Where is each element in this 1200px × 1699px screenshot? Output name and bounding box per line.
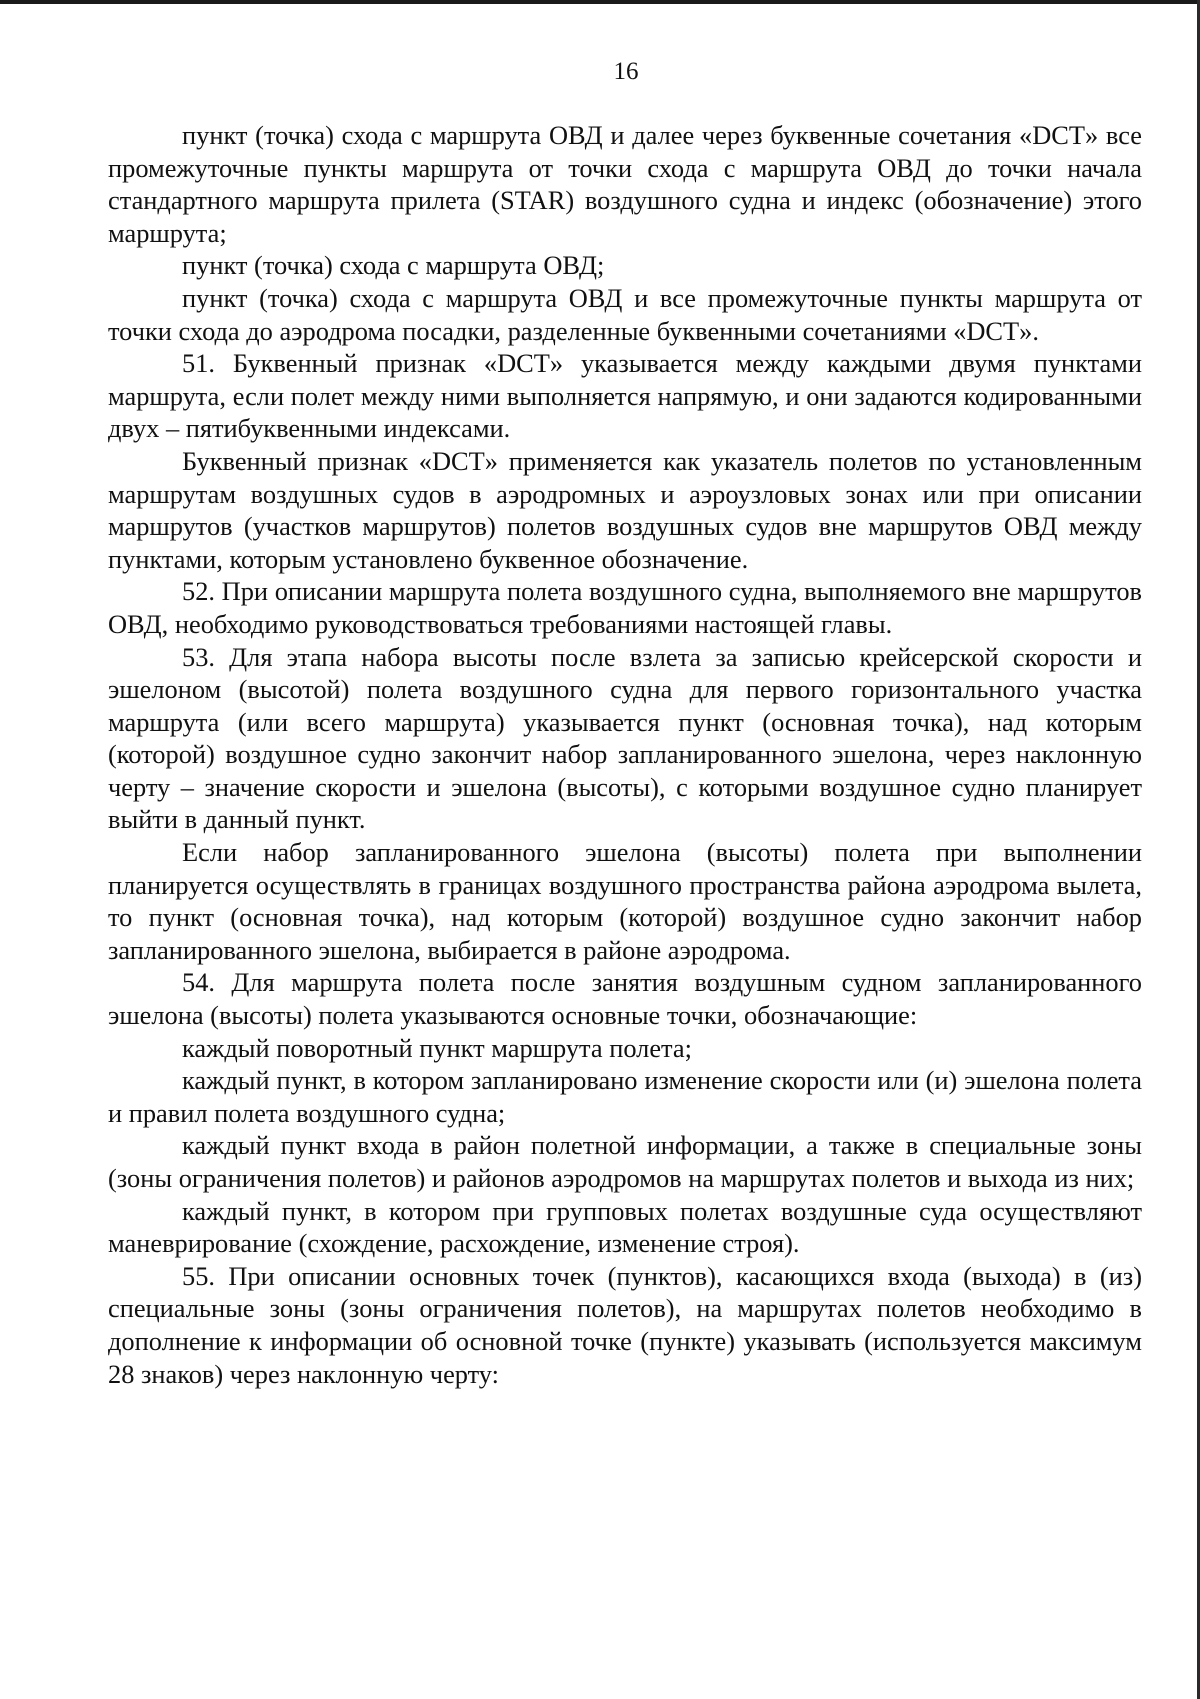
paragraph: каждый пункт, в котором запланировано изменение скорости или (и) эшелона полета и правил полета воздушного судна;: [108, 1065, 1142, 1128]
paragraph-item-55: 55. При описании основных точек (пунктов), касающихся входа (выхода) в (из) специальные зоны (зоны ограничения полетов), на маршрутах полетов необходимо в дополнение к информации об основной точке (пункте) указывать (используется максимум 28 знаков) через наклонную черту:: [108, 1260, 1142, 1389]
paragraph: каждый поворотный пункт маршрута полета;: [182, 1032, 692, 1063]
paragraph: каждый пункт входа в район полетной информации, а также в специальные зоны (зоны ограничения полетов) и районов аэродромов на маршрутах полетов и выхода из них;: [108, 1130, 1142, 1193]
paragraph-item-51: 51. Буквенный признак «DCT» указывается между каждыми двумя пунктами маршрута, если полет между ними выполняется напрямую, и они задаются кодированными двух – пятибуквенными индексами.: [108, 348, 1142, 444]
paragraph: пункт (точка) схода с маршрута ОВД и далее через буквенные сочетания «DCT» все промежуточные пункты маршрута от точки схода с маршрута ОВД до точки начала стандартного маршрута прилета (STAR) воздушного судна и индекс (обозначение) этого маршрута;: [108, 120, 1142, 248]
paragraph: каждый пункт, в котором при групповых полетах воздушные суда осуществляют маневрирование (схождение, расхождение, изменение строя).: [108, 1195, 1142, 1259]
scan-border-top: [0, 0, 1200, 4]
paragraph: Если набор запланированного эшелона (высоты) полета при выполнении планируется осуществлять в границах воздушного пространства района аэродрома вылета, то пункт (основная точка), над которым (которой) воздушное судно закончит набор запланированного эшелона, выбирается в районе аэродрома.: [108, 837, 1142, 965]
paragraph: Буквенный признак «DCT» применяется как указатель полетов по установленным маршрутам воздушных судов в аэродромных и аэроузловых зонах или при описании маршрутов (участков маршрутов) полетов воздушных судов вне маршрутов ОВД между пунктами, которым установлено буквенное обозначение.: [108, 445, 1142, 574]
paragraph: пункт (точка) схода с маршрута ОВД и все промежуточные пункты маршрута от точки схода до аэродрома посадки, разделенные буквенными сочетаниями «DCT».: [108, 282, 1142, 346]
paragraph: пункт (точка) схода с маршрута ОВД;: [182, 250, 605, 281]
paragraph-item-52: 52. При описании маршрута полета воздушного судна, выполняемого вне маршрутов ОВД, необходимо руководствоваться требованиями настоящей главы.: [108, 576, 1142, 639]
paragraph-item-53: 53. Для этапа набора высоты после взлета за записью крейсерской скорости и эшелоном (высотой) полета воздушного судна для первого горизонтального участка маршрута (или всего маршрута) указывается пункт (основная точка), над которым (которой) воздушное судно закончит набор запланированного эшелона, через наклонную черту – значение скорости и эшелона (высоты), с которыми воздушное судно планирует выйти в данный пункт.: [108, 641, 1142, 835]
paragraph-item-54: 54. Для маршрута полета после занятия воздушным судном запланированного эшелона (высоты) полета указываются основные точки, обозначающие:: [108, 967, 1142, 1031]
document-body: [108, 119, 1142, 1390]
page-number: 16: [613, 58, 639, 85]
